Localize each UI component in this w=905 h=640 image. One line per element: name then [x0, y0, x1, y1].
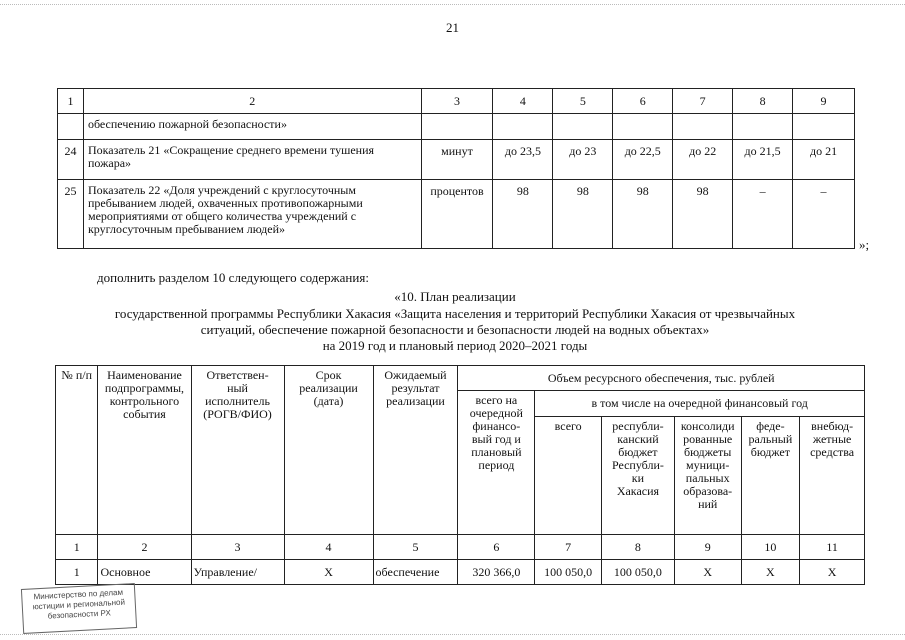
header-cell: всего на очередной финансо- вый год и плановый период [458, 391, 535, 535]
paragraph-text: дополнить разделом 10 следующего содержания: [97, 270, 369, 285]
column-number-row [56, 535, 865, 560]
column-number: 2 [98, 535, 191, 560]
row-cell: 320 366,0 [458, 560, 535, 585]
column-number: 6 [458, 535, 535, 560]
value-cell: – [733, 180, 793, 249]
section-title-line: «10. План реализации [394, 289, 516, 304]
column-number: 3 [191, 535, 284, 560]
header-cell: 8 [733, 89, 793, 114]
value-cell: до 21 [793, 140, 855, 180]
table-row [58, 114, 855, 140]
value-cell: до 22 [673, 140, 733, 180]
column-number: 7 [535, 535, 602, 560]
column-number: 9 [674, 535, 741, 560]
indicator-name: Показатель 22 «Доля учреждений с круглосуточным пребыванием людей, охваченных противопожарными мероприятиями от общего количества учреждений с круглосуточным пребыванием людей» [83, 180, 421, 249]
section-title-line: ситуаций, обеспечение пожарной безопасности и безопасности людей на водных объектах» [200, 322, 710, 337]
column-number: 11 [800, 535, 865, 560]
table-header-row [58, 89, 855, 114]
header-cell: республи- канский бюджет Республи- ки Хакасия [602, 417, 675, 535]
header-cell: в том числе на очередной финансовый год [535, 391, 865, 417]
row-cell: 1 [56, 560, 98, 585]
row-cell: Х [741, 560, 800, 585]
section-title-line: государственной программы Республики Хакасия «Защита населения и территорий Республики Хакасия от чрезвычайных [114, 306, 796, 321]
header-cell: 4 [493, 89, 553, 114]
value-cell: 98 [553, 180, 613, 249]
header-cell: консолиди рованные бюджеты муници- пальных образова- ний [674, 417, 741, 535]
column-number: 10 [741, 535, 800, 560]
closing-quote-mark: »; [859, 237, 870, 252]
value-cell: – [793, 180, 855, 249]
header-cell: 6 [613, 89, 673, 114]
row-cell: 100 050,0 [602, 560, 675, 585]
row-cell: 100 050,0 [535, 560, 602, 585]
row-cell: Управление/ [191, 560, 284, 585]
section-title-line: на 2019 год и плановый период 2020–2021 годы [322, 338, 588, 353]
row-cell: обеспечение [373, 560, 458, 585]
header-cell: феде- ральный бюджет [741, 417, 800, 535]
header-cell: Ожидаемый результат реализации [373, 366, 458, 535]
row-cell: Х [674, 560, 741, 585]
column-number: 8 [602, 535, 675, 560]
header-cell: 7 [673, 89, 733, 114]
value-cell: до 23 [553, 140, 613, 180]
scan-artifact-bottom [0, 634, 905, 636]
page-number: 21 [446, 20, 459, 35]
ministry-stamp: Министерство по делам юстиции и региональной безопасности РХ [21, 583, 137, 634]
value-cell: до 21,5 [733, 140, 793, 180]
row-number: 24 [58, 140, 84, 180]
table-row [58, 180, 855, 249]
resources-header: Объем ресурсного обеспечения, тыс. рублей [458, 366, 865, 391]
row-cell: Х [284, 560, 373, 585]
header-cell: всего [535, 417, 602, 535]
header-cell: внебюд- жетные средства [800, 417, 865, 535]
header-cell: Наименование подпрограммы, контрольного события [98, 366, 191, 535]
unit-cell: процентов [421, 180, 493, 249]
value-cell: до 22,5 [613, 140, 673, 180]
header-cell: 2 [83, 89, 421, 114]
column-number: 4 [284, 535, 373, 560]
value-cell: 98 [673, 180, 733, 249]
table-row [58, 140, 855, 180]
row-cell: Х [800, 560, 865, 585]
unit-cell: минут [421, 140, 493, 180]
value-cell: 98 [613, 180, 673, 249]
scan-artifact-top [0, 4, 905, 6]
table-row [56, 560, 865, 585]
indicator-name: Показатель 21 «Сокращение среднего времени тушения пожара» [83, 140, 421, 180]
header-cell: 3 [421, 89, 493, 114]
header-cell: № п/п [56, 366, 98, 535]
header-cell: Срок реализации (дата) [284, 366, 373, 535]
header-cell: 1 [58, 89, 84, 114]
value-cell: до 23,5 [493, 140, 553, 180]
header-cell: 5 [553, 89, 613, 114]
value-cell: 98 [493, 180, 553, 249]
indicators-table [57, 88, 855, 249]
implementation-plan-table [55, 365, 865, 585]
row-number: 25 [58, 180, 84, 249]
header-cell: Ответствен- ный исполнитель (РОГВ/ФИО) [191, 366, 284, 535]
header-cell: 9 [793, 89, 855, 114]
column-number: 5 [373, 535, 458, 560]
continuation-text: обеспечению пожарной безопасности» [83, 114, 421, 140]
column-number: 1 [56, 535, 98, 560]
row-cell: Основное [98, 560, 191, 585]
